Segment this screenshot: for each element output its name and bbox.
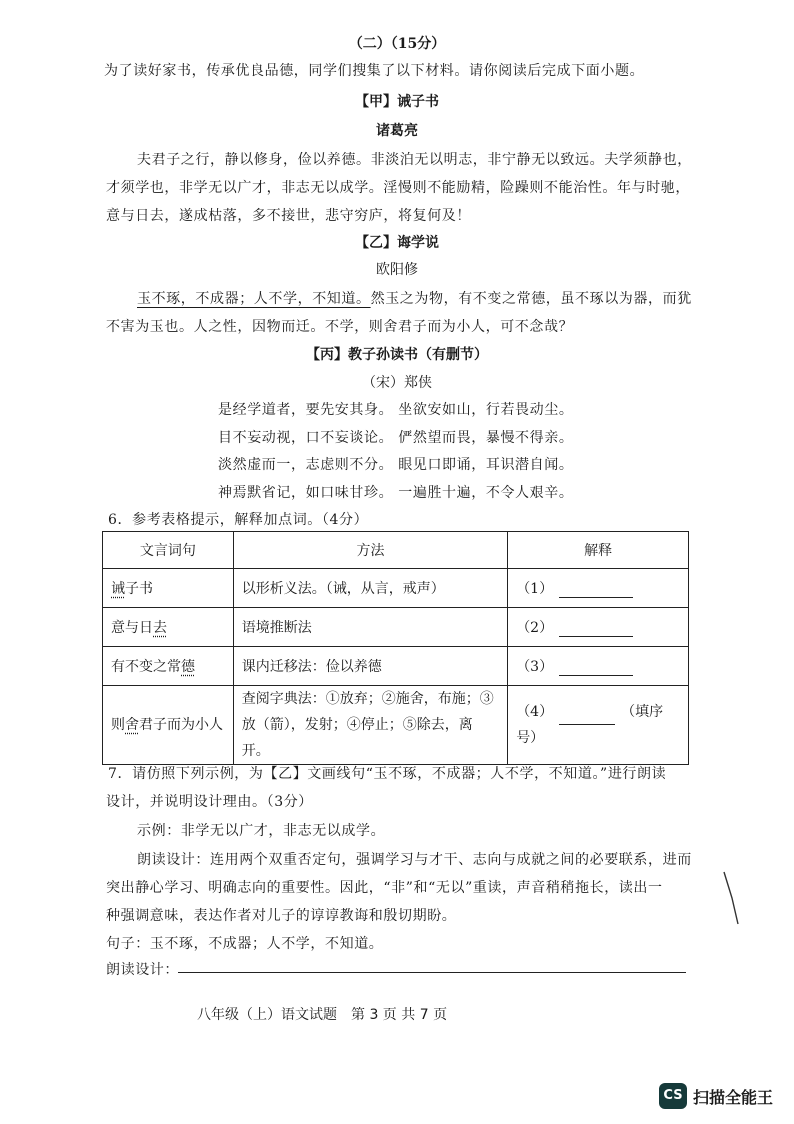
sentence-cell: 意与日去 — [103, 608, 234, 647]
poem-line-4: 神焉默省记，如口味甘珍。 一遍胜十遍，不令人艰辛。 — [218, 485, 574, 501]
poem-line-3: 淡然虚而一，志虑则不分。 眼见口即诵，耳识潜自闻。 — [218, 457, 574, 473]
q7-prompt-line-2: 设计，并说明设计理由。（3分） — [106, 794, 313, 810]
q7-prompt-line-1: 7．请仿照下列示例，为【乙】文画线句“玉不琢，不成器；人不学，不知道。”进行朗读 — [108, 766, 667, 782]
table-row — [103, 569, 689, 608]
camscanner-label: 扫描全能王 — [693, 1088, 774, 1107]
q7-answer-line[interactable] — [178, 972, 686, 973]
dotted-word: 诫 — [111, 581, 125, 597]
dotted-word: 舍 — [125, 717, 139, 733]
camscanner-logo-icon: CS — [659, 1083, 687, 1109]
section-header: （二）（15分） — [348, 36, 446, 52]
sentence-cell: 诫子书 — [103, 569, 234, 608]
page-footer: 八年级（上）语文试题 第 3 页 共 7 页 — [197, 1007, 448, 1023]
text-a-author: 诸葛亮 — [376, 123, 418, 139]
q7-design-line-1: 朗读设计：连用两个双重否定句，强调学习与才干、志向与成就之间的必要联系，进而 — [137, 852, 692, 868]
poem-line-2: 目不妄动视，口不妄谈论。 俨然望而畏，暴慢不得亲。 — [218, 430, 574, 446]
text-b-author: 欧阳修 — [376, 262, 418, 278]
text-b-line-1-rest: 然玉之为物，有不变之常德，虽不琢以为器，而犹 — [370, 291, 692, 307]
header-method: 方法 — [233, 532, 507, 569]
q7-answer-label: 朗读设计： — [106, 962, 179, 978]
text-a-line-1: 夫君子之行，静以修身，俭以养德。非淡泊无以明志，非宁静无以致远。夫学须静也， — [137, 152, 692, 168]
q7-design-line-3: 种强调意味，表达作者对儿子的谆谆教诲和殷切期盼。 — [106, 908, 457, 924]
header-sentence: 文言词句 — [103, 532, 234, 569]
q7-example: 示例：非学无以广才，非志无以成学。 — [137, 823, 386, 839]
q6-prompt: 6．参考表格提示，解释加点词。（4分） — [108, 512, 369, 528]
intro-text: 为了读好家书，传承优良品德，同学们搜集了以下材料。请你阅读后完成下面小题。 — [104, 63, 645, 79]
underlined-sentence: 玉不琢，不成器；人不学，不知道。 — [137, 291, 371, 307]
method-cell: 课内迁移法：俭以养德 — [233, 647, 507, 686]
answer-cell: （1） — [508, 569, 689, 608]
answer-blank-2[interactable] — [559, 622, 633, 637]
table-row — [103, 686, 689, 765]
answer-cell: （3） — [508, 647, 689, 686]
poem-line-1: 是经学道者，要先安其身。 坐欲安如山，行若畏动尘。 — [218, 402, 574, 418]
sentence-cell: 有不变之常德 — [103, 647, 234, 686]
table-header-row — [103, 532, 689, 569]
header-explanation: 解释 — [508, 532, 689, 569]
table-row — [103, 647, 689, 686]
q7-sentence: 句子：玉不琢，不成器；人不学，不知道。 — [106, 936, 384, 952]
answer-blank-1[interactable] — [559, 583, 633, 598]
text-a-title: 【甲】诫子书 — [355, 94, 439, 110]
text-c-title: 【丙】教子孙读书（有删节） — [306, 347, 488, 363]
text-a-line-2: 才须学也，非学无以广才，非志无以成学。淫慢则不能励精，险躁则不能治性。年与时驰， — [106, 180, 690, 196]
q6-table — [102, 531, 689, 765]
method-cell: 语境推断法 — [233, 608, 507, 647]
pen-mark — [722, 870, 742, 926]
method-cell: 查阅字典法：①放弃；②施舍，布施；③ 放（箭），发射；④停止；⑤除去，离开。 — [233, 686, 507, 765]
text-b-line-1 — [137, 288, 692, 308]
q7-design-line-2: 突出静心学习、明确志向的重要性。因此，“非”和“无以”重读，声音稍稍拖长，读出一 — [106, 880, 663, 896]
text-b-title: 【乙】诲学说 — [355, 235, 439, 251]
table-row — [103, 608, 689, 647]
text-c-author: （宋）郑侠 — [362, 375, 432, 391]
sentence-cell: 则舍君子而为小人 — [103, 686, 234, 765]
text-a-line-3: 意与日去，遂成枯落，多不接世，悲守穷庐，将复何及！ — [106, 208, 471, 224]
method-cell: 以形析义法。（诫，从言，戒声） — [233, 569, 507, 608]
answer-cell: （4） （填序号） — [508, 686, 689, 765]
text-b-line-2: 不害为玉也。人之性，因物而迁。不学，则舍君子而为小人，可不念哉？ — [106, 319, 574, 335]
answer-cell: （2） — [508, 608, 689, 647]
dotted-word: 德 — [181, 659, 195, 675]
answer-blank-4[interactable] — [559, 710, 615, 725]
dotted-word: 去 — [153, 620, 167, 636]
answer-blank-3[interactable] — [559, 661, 633, 676]
